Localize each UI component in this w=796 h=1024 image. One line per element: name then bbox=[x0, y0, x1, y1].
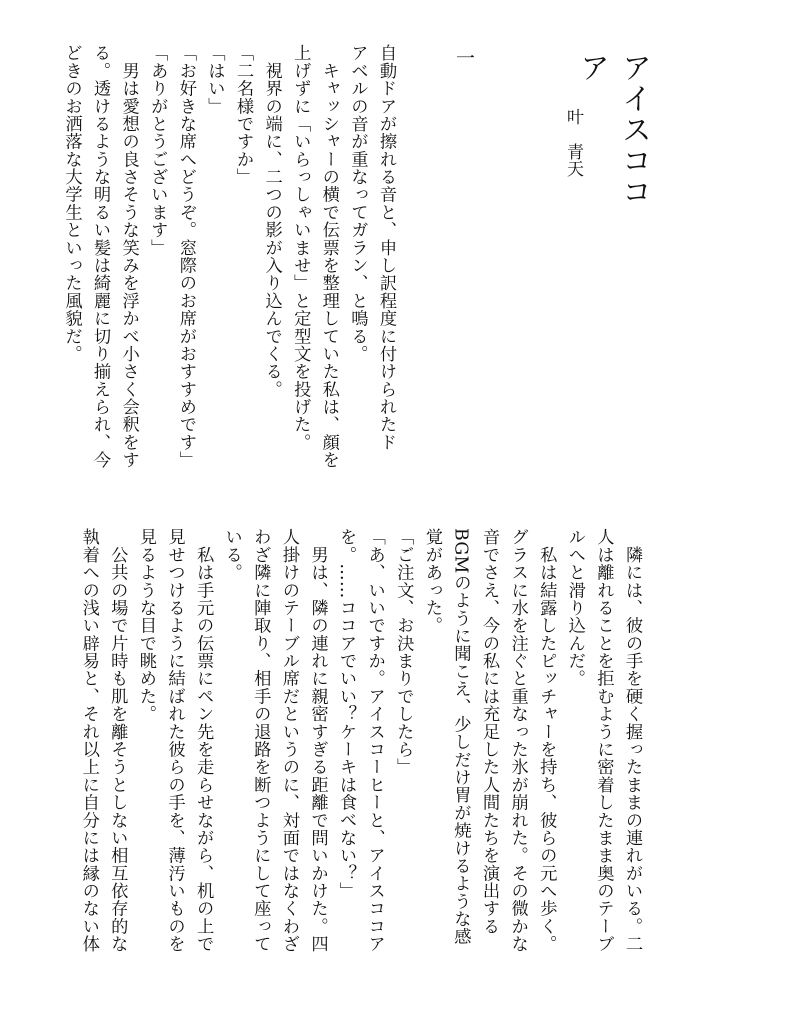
text-line: BGMのように聞こえ、少しだけ胃が焼けるような感 bbox=[450, 528, 471, 946]
chapter-number: 一 bbox=[453, 48, 475, 67]
text-line: 「ご注文、お決まりでしたら」 bbox=[393, 528, 414, 776]
text-line: 「あ、いいですか。アイスコーヒーと、アイスココア bbox=[364, 528, 385, 953]
text-line: 自動ドアが擦れる音と、申し訳程度に付けられたド bbox=[376, 44, 396, 451]
body-text-upper bbox=[61, 44, 400, 504]
text-line: どきのお洒落な大学生といった風貌だ。 bbox=[61, 44, 82, 363]
text-line: 覚があった。 bbox=[421, 528, 442, 635]
text-line: 男は、隣の連れに親密すぎる距離で問いかけた。四 bbox=[307, 528, 328, 953]
text-line: 隣には、彼の手を硬く握ったままの連れがいる。二 bbox=[622, 528, 642, 953]
text-line: 私は手元の伝票にペン先を走らせながら、机の上で bbox=[193, 528, 214, 953]
author-surname: 叶 bbox=[563, 108, 583, 125]
text-line: 人掛けのテーブル席だというのに、対面ではなくわざ bbox=[278, 528, 299, 953]
text-line: 私は結露したピッチャーを持ち、彼らの元へ歩く。 bbox=[536, 528, 557, 953]
text-line: を。……ココアでいい？ケーキは食べない？」 bbox=[336, 528, 357, 900]
text-line: る。透けるような明るい髪は綺麗に切り揃えられ、今 bbox=[90, 44, 111, 469]
body-text-lower bbox=[66, 528, 646, 990]
text-line: 音でさえ、今の私には充足した人間たちを演出する bbox=[479, 528, 500, 935]
text-line: わざ隣に陣取り、相手の退路を断つようにして座って bbox=[250, 528, 271, 953]
text-line: 「はい」 bbox=[204, 44, 225, 115]
text-line: アベルの音が重なってガラン、と鳴る。 bbox=[347, 44, 368, 363]
text-line: 人は離れることを拒むように密着したまま奥のテーブ bbox=[593, 528, 614, 953]
text-line: 視界の端に、二つの影が入り込んでくる。 bbox=[261, 44, 282, 398]
text-line: 「お好きな席へどうぞ。窓際のお席がおすすめです」 bbox=[175, 44, 196, 469]
author-given-name: 青天 bbox=[563, 143, 583, 177]
text-line: 執着への浅い辟易と、それ以上に自分には縁のない体 bbox=[78, 528, 99, 953]
text-line: 「ありがとうございます」 bbox=[147, 44, 168, 257]
text-line: 「二名様ですか」 bbox=[233, 44, 254, 186]
text-line: グラスに水を注ぐと重なった氷が崩れた。その微かな bbox=[507, 528, 528, 953]
text-line: ルへと滑り込んだ。 bbox=[564, 528, 585, 688]
story-title: アイスココア bbox=[574, 52, 651, 207]
author-name bbox=[560, 108, 586, 208]
text-line: キャッシャーの横で伝票を整理していた私は、顔を bbox=[318, 44, 339, 469]
text-line: 男は愛想の良さそうな笑みを浮かべ小さく会釈をす bbox=[118, 44, 139, 469]
text-line: いる。 bbox=[221, 528, 242, 582]
text-line: 見るような目で眺めた。 bbox=[135, 528, 156, 723]
text-line: 公共の場で片時も肌を離そうとしない相互依存的な bbox=[107, 528, 128, 953]
text-line: 見せつけるように結ばれた彼らの手を、薄汚いものを bbox=[164, 528, 185, 953]
text-line: 上げずに「いらっしゃいませ」と定型文を投げた。 bbox=[290, 44, 311, 451]
